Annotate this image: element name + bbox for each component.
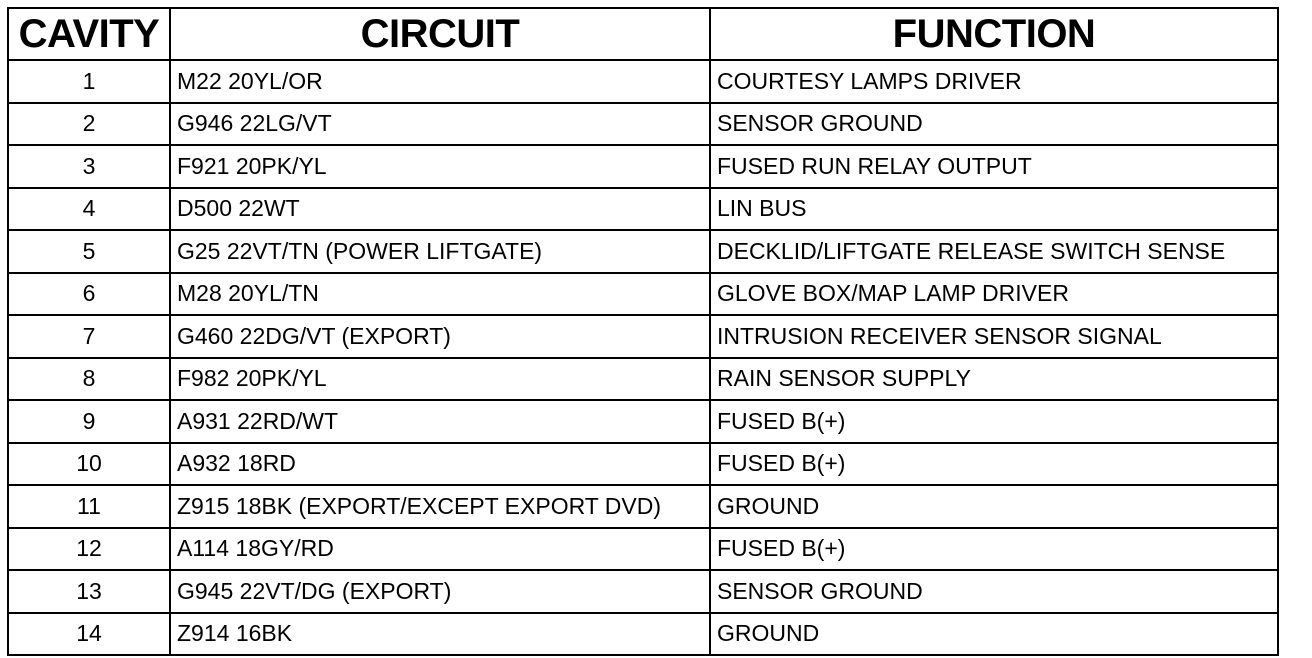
- function-cell: LIN BUS: [710, 188, 1278, 231]
- circuit-cell: G25 22VT/TN (POWER LIFTGATE): [170, 230, 710, 273]
- function-cell: FUSED RUN RELAY OUTPUT: [710, 145, 1278, 188]
- cavity-cell: 10: [8, 443, 170, 486]
- table-row: [8, 103, 1278, 146]
- cavity-cell: 9: [8, 400, 170, 443]
- function-cell: GROUND: [710, 613, 1278, 656]
- header-circuit: CIRCUIT: [170, 8, 710, 60]
- table-row: [8, 570, 1278, 613]
- function-cell: FUSED B(+): [710, 443, 1278, 486]
- table-row: [8, 273, 1278, 316]
- cavity-cell: 6: [8, 273, 170, 316]
- function-cell: GLOVE BOX/MAP LAMP DRIVER: [710, 273, 1278, 316]
- circuit-cell: Z915 18BK (EXPORT/EXCEPT EXPORT DVD): [170, 485, 710, 528]
- circuit-cell: G460 22DG/VT (EXPORT): [170, 315, 710, 358]
- header-row: [8, 8, 1278, 60]
- cavity-cell: 8: [8, 358, 170, 401]
- function-cell: SENSOR GROUND: [710, 570, 1278, 613]
- table-row: [8, 230, 1278, 273]
- function-cell: FUSED B(+): [710, 528, 1278, 571]
- cavity-cell: 1: [8, 60, 170, 103]
- circuit-cell: A114 18GY/RD: [170, 528, 710, 571]
- table-row: [8, 358, 1278, 401]
- table-row: [8, 188, 1278, 231]
- table-row: [8, 485, 1278, 528]
- circuit-cell: G945 22VT/DG (EXPORT): [170, 570, 710, 613]
- table-row: [8, 443, 1278, 486]
- function-cell: FUSED B(+): [710, 400, 1278, 443]
- circuit-cell: M28 20YL/TN: [170, 273, 710, 316]
- connector-pinout-table: [7, 7, 1279, 656]
- table-row: [8, 60, 1278, 103]
- function-cell: DECKLID/LIFTGATE RELEASE SWITCH SENSE: [710, 230, 1278, 273]
- function-cell: INTRUSION RECEIVER SENSOR SIGNAL: [710, 315, 1278, 358]
- table-row: [8, 400, 1278, 443]
- cavity-cell: 7: [8, 315, 170, 358]
- function-cell: SENSOR GROUND: [710, 103, 1278, 146]
- circuit-cell: A931 22RD/WT: [170, 400, 710, 443]
- circuit-cell: F982 20PK/YL: [170, 358, 710, 401]
- table-row: [8, 528, 1278, 571]
- table-row: [8, 145, 1278, 188]
- function-cell: COURTESY LAMPS DRIVER: [710, 60, 1278, 103]
- table-body: [8, 60, 1278, 655]
- function-cell: GROUND: [710, 485, 1278, 528]
- cavity-cell: 5: [8, 230, 170, 273]
- circuit-cell: A932 18RD: [170, 443, 710, 486]
- circuit-cell: M22 20YL/OR: [170, 60, 710, 103]
- cavity-cell: 13: [8, 570, 170, 613]
- table-header: [8, 8, 1278, 60]
- cavity-cell: 12: [8, 528, 170, 571]
- circuit-cell: Z914 16BK: [170, 613, 710, 656]
- cavity-cell: 2: [8, 103, 170, 146]
- cavity-cell: 11: [8, 485, 170, 528]
- function-cell: RAIN SENSOR SUPPLY: [710, 358, 1278, 401]
- cavity-cell: 3: [8, 145, 170, 188]
- table-row: [8, 613, 1278, 656]
- header-cavity: CAVITY: [8, 8, 170, 60]
- header-function: FUNCTION: [710, 8, 1278, 60]
- cavity-cell: 14: [8, 613, 170, 656]
- circuit-cell: D500 22WT: [170, 188, 710, 231]
- circuit-cell: G946 22LG/VT: [170, 103, 710, 146]
- circuit-cell: F921 20PK/YL: [170, 145, 710, 188]
- table-row: [8, 315, 1278, 358]
- cavity-cell: 4: [8, 188, 170, 231]
